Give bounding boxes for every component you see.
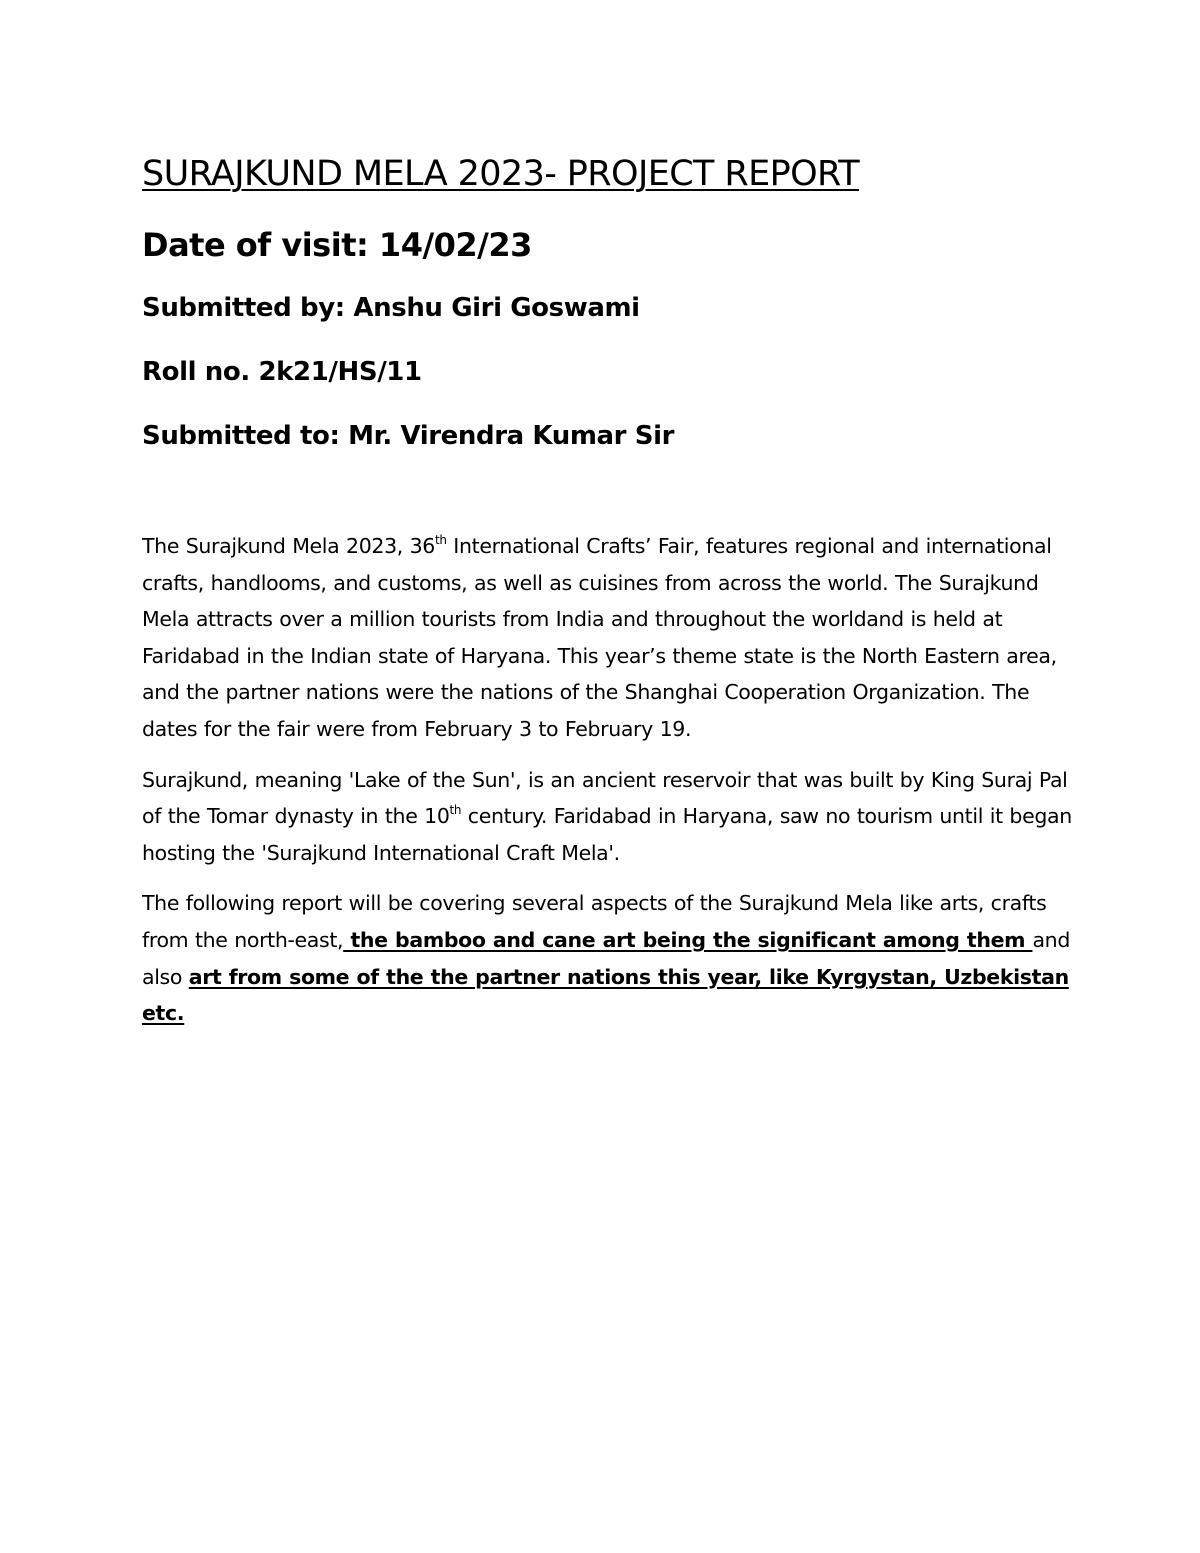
paragraph-scope-text-a: The following report will be covering several aspects of the Surajkund Mela like arts, crafts from the north-east,	[142, 891, 1047, 952]
highlight-bamboo-cane: the bamboo and cane art being the significant among them	[343, 927, 1033, 952]
highlight-partner-nations: art from some of the the partner nations this year, like Kyrgystan, Uzbekistan etc.	[142, 964, 1069, 1026]
ordinal-suffix: th	[449, 803, 462, 818]
paragraph-scope-text-b: and also	[142, 927, 1070, 989]
document-body	[142, 148, 1072, 1032]
submitted-by: Submitted by: Anshu Giri Goswami	[142, 293, 640, 323]
date-of-visit: Date of visit: 14/02/23	[142, 226, 532, 264]
ordinal-suffix: th	[435, 533, 447, 547]
paragraph-history-text-b: century. Faridabad in Haryana, saw no tourism until it began hosting the 'Surajkund International Craft Mela'.	[142, 804, 1072, 865]
submitted-to: Submitted to: Mr. Virendra Kumar Sir	[142, 421, 675, 451]
paragraph-scope	[142, 885, 1072, 1031]
paragraph-history	[142, 762, 1072, 872]
paragraph-history-text-a: Surajkund, meaning 'Lake of the Sun', is an ancient reservoir that was built by King Suraj Pal of the Tomar dynasty in the 10	[142, 767, 1068, 829]
paragraph-intro-text-b: International Crafts’ Fair, features regional and international crafts, handlooms, and customs, as well as cuisines from across the world. The Surajkund Mela attracts over a million tourists from India and throughout the worldand is held at Faridabad in the Indian state of Haryana. This year’s theme state is the North Eastern area, and the partner nations were the nations of the Shanghai Cooperation Organization. The dates for the fair were from February 3 to February 19.	[142, 534, 1057, 741]
report-title: SURAJKUND MELA 2023- PROJECT REPORT	[142, 154, 859, 194]
paragraph-intro-text-a: The Surajkund Mela 2023, 36	[142, 534, 436, 558]
paragraph-intro	[142, 528, 1072, 748]
roll-number: Roll no. 2k21/HS/11	[142, 357, 422, 387]
